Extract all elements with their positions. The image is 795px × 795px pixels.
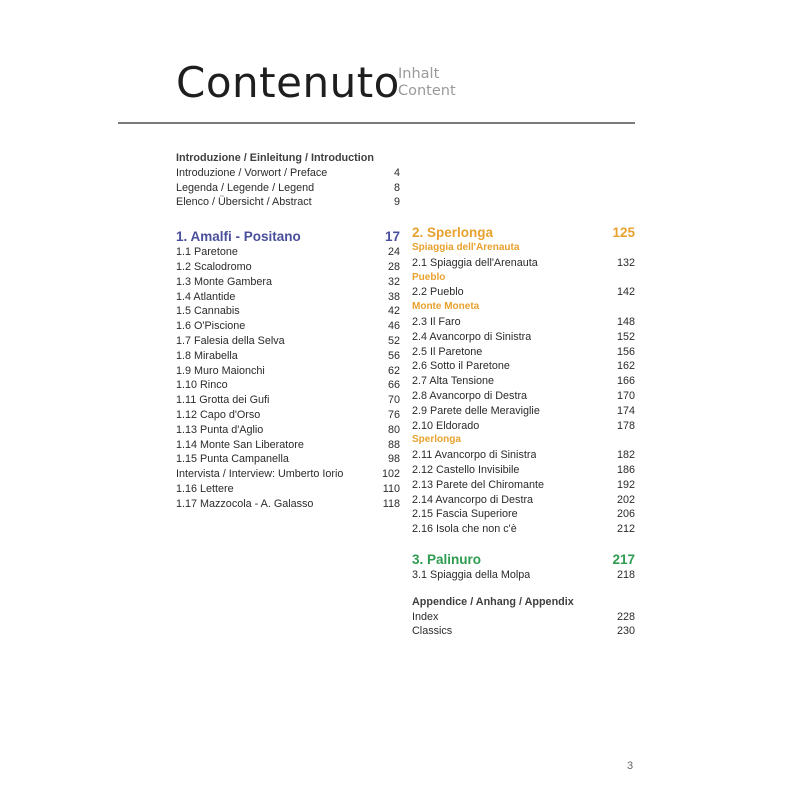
toc-left-column xyxy=(176,151,400,512)
intro-list xyxy=(176,166,400,210)
toc-entry-page: 206 xyxy=(616,508,635,521)
toc-entry-page: 202 xyxy=(616,493,635,506)
toc-entry[interactable] xyxy=(176,467,400,482)
toc-entry[interactable] xyxy=(176,364,400,379)
toc-entry-page: 186 xyxy=(616,463,635,476)
toc-entry-label: Elenco / Übersicht / Abstract xyxy=(176,196,312,209)
toc-entry-page: 152 xyxy=(616,330,635,343)
toc-entry-label: Introduzione / Vorwort / Preface xyxy=(176,166,328,179)
toc-entry[interactable] xyxy=(176,438,400,453)
toc-entry-page: 230 xyxy=(616,625,635,638)
toc-entry-label: Intervista / Interview: Umberto Iorio xyxy=(176,468,344,481)
title-rule xyxy=(118,122,635,124)
toc-entry-page: 178 xyxy=(616,419,635,432)
toc-entry-page: 38 xyxy=(387,290,400,303)
toc-entry-label: 2.6 Sotto il Paretone xyxy=(412,360,510,373)
toc-entry-label: 2.11 Avancorpo di Sinistra xyxy=(412,449,537,462)
toc-entry[interactable] xyxy=(412,610,635,625)
toc-entry-label: 2.15 Fascia Superiore xyxy=(412,508,518,521)
toc-entry-label: 2.12 Castello Invisibile xyxy=(412,463,520,476)
toc-entry[interactable] xyxy=(412,463,635,478)
toc-entry-label: 2.2 Pueblo xyxy=(412,286,464,299)
toc-entry-page: 110 xyxy=(382,482,400,495)
toc-entry-label: 1.14 Monte San Liberatore xyxy=(176,438,304,451)
chapter-1-list xyxy=(176,245,400,511)
page-subtitle xyxy=(398,66,456,100)
toc-entry-page: 166 xyxy=(616,375,635,388)
toc-entry-label: 1.11 Grotta dei Gufi xyxy=(176,394,270,407)
page-title: Contenuto xyxy=(176,58,400,107)
chapter-1-heading[interactable] xyxy=(176,228,400,245)
toc-entry[interactable] xyxy=(412,493,635,508)
toc-entry[interactable] xyxy=(412,624,635,639)
toc-entry-page: 80 xyxy=(387,423,400,436)
toc-entry[interactable] xyxy=(176,275,400,290)
subtitle-german: Inhalt xyxy=(398,66,440,82)
toc-entry-label: 1.6 O'Piscione xyxy=(176,320,246,333)
chapter-1-page: 17 xyxy=(384,229,400,245)
toc-entry-page: 218 xyxy=(616,568,635,581)
toc-entry-label: 1.3 Monte Gambera xyxy=(176,275,273,288)
toc-entry-page: 212 xyxy=(616,523,635,536)
appendix-heading: Appendice / Anhang / Appendix xyxy=(412,595,574,608)
area-heading-sperlonga: Sperlonga xyxy=(412,434,461,446)
toc-entry[interactable] xyxy=(176,378,400,393)
toc-entry-page: 66 xyxy=(387,379,400,392)
toc-entry[interactable] xyxy=(176,393,400,408)
toc-entry-label: 2.3 Il Faro xyxy=(412,315,461,328)
toc-entry[interactable] xyxy=(412,568,635,583)
toc-entry[interactable] xyxy=(412,448,635,463)
toc-entry-page: 28 xyxy=(387,260,400,273)
toc-entry-label: 1.12 Capo d'Orso xyxy=(176,408,261,421)
intro-heading: Introduzione / Einleitung / Introduction xyxy=(176,152,374,164)
toc-entry-page: 162 xyxy=(616,360,635,373)
toc-entry[interactable] xyxy=(412,522,635,537)
chapter-3-title: 3. Palinuro xyxy=(412,551,482,567)
chapter-2-title: 2. Sperlonga xyxy=(412,225,494,240)
toc-entry[interactable] xyxy=(176,349,400,364)
toc-entry-page: 118 xyxy=(382,497,400,510)
chapter-2-heading[interactable] xyxy=(412,224,635,241)
toc-entry-page: 42 xyxy=(387,305,400,318)
toc-entry-page: 102 xyxy=(381,468,400,481)
toc-entry-page: 8 xyxy=(393,181,400,194)
toc-entry-page: 156 xyxy=(616,345,635,358)
toc-entry-page: 132 xyxy=(616,256,635,269)
toc-entry-label: 1.7 Falesia della Selva xyxy=(176,334,285,347)
area-heading-pueblo: Pueblo xyxy=(412,271,446,283)
toc-entry[interactable] xyxy=(176,319,400,334)
chapter-2-page: 125 xyxy=(612,225,635,240)
toc-entry-page: 70 xyxy=(387,394,400,407)
area-heading-monte-moneta: Monte Moneta xyxy=(412,301,480,313)
area-list-arenauta xyxy=(412,256,635,271)
toc-entry[interactable] xyxy=(412,389,635,404)
toc-entry-page: 32 xyxy=(387,275,400,288)
toc-entry-label: 1.10 Rinco xyxy=(176,379,228,392)
toc-entry-label: 1.15 Punta Campanella xyxy=(176,453,289,466)
toc-entry[interactable] xyxy=(412,315,635,330)
subtitle-english: Content xyxy=(398,83,456,99)
toc-entry-label: 2.7 Alta Tensione xyxy=(412,375,495,388)
toc-entry[interactable] xyxy=(412,507,635,522)
toc-entry-label: 2.9 Parete delle Meraviglie xyxy=(412,404,540,417)
toc-entry[interactable] xyxy=(412,359,635,374)
area-heading-arenauta: Spiaggia dell'Arenauta xyxy=(412,242,520,253)
toc-entry[interactable] xyxy=(176,497,400,512)
toc-entry[interactable] xyxy=(176,195,400,210)
toc-entry[interactable] xyxy=(176,260,400,275)
toc-entry[interactable] xyxy=(412,285,635,300)
toc-entry-label: 1.4 Atlantide xyxy=(176,290,236,303)
chapter-3-heading[interactable] xyxy=(412,551,635,568)
toc-entry[interactable] xyxy=(176,482,400,497)
toc-entry[interactable] xyxy=(176,245,400,260)
toc-entry-label: 1.13 Punta d'Aglio xyxy=(176,423,264,436)
toc-entry-page: 192 xyxy=(616,478,635,491)
toc-entry-page: 170 xyxy=(616,389,635,402)
toc-entry-label: 2.5 Il Paretone xyxy=(412,345,483,358)
toc-entry[interactable] xyxy=(412,478,635,493)
chapter-3-page: 217 xyxy=(612,551,635,567)
toc-entry-page: 4 xyxy=(393,166,400,179)
area-list-pueblo xyxy=(412,285,635,300)
toc-entry-label: Index xyxy=(412,610,439,623)
toc-entry-label: 2.16 Isola che non c'è xyxy=(412,523,517,536)
toc-entry-label: 1.16 Lettere xyxy=(176,482,234,495)
toc-entry[interactable] xyxy=(412,330,635,345)
toc-entry-page: 88 xyxy=(387,438,400,451)
chapter-1-title: 1. Amalfi - Positano xyxy=(176,229,301,245)
toc-entry[interactable] xyxy=(176,181,400,196)
toc-entry[interactable] xyxy=(412,404,635,419)
page-number: 3 xyxy=(627,760,634,772)
toc-entry-label: 2.14 Avancorpo di Destra xyxy=(412,493,534,506)
toc-entry-label: 1.9 Muro Maionchi xyxy=(176,364,265,377)
toc-entry-page: 46 xyxy=(387,320,400,333)
toc-entry-label: 2.13 Parete del Chiromante xyxy=(412,478,545,491)
toc-entry-label: 2.8 Avancorpo di Destra xyxy=(412,389,528,402)
toc-entry-label: Legenda / Legende / Legend xyxy=(176,181,315,194)
toc-entry-page: 62 xyxy=(387,364,400,377)
chapter-3-list xyxy=(412,568,635,583)
toc-entry-label: Classics xyxy=(412,625,453,638)
toc-entry-label: 1.5 Cannabis xyxy=(176,305,240,318)
toc-entry-page: 98 xyxy=(387,453,400,466)
toc-entry-page: 142 xyxy=(616,286,635,299)
toc-entry[interactable] xyxy=(176,452,400,467)
toc-entry[interactable] xyxy=(176,166,400,181)
toc-entry-label: 3.1 Spiaggia della Molpa xyxy=(412,568,531,581)
toc-entry[interactable] xyxy=(176,423,400,438)
toc-entry-page: 52 xyxy=(387,334,400,347)
toc-entry[interactable] xyxy=(176,290,400,305)
toc-entry-page: 9 xyxy=(393,196,400,209)
toc-entry-page: 148 xyxy=(616,315,635,328)
toc-right-column xyxy=(412,224,635,639)
area-list-monte-moneta xyxy=(412,315,635,433)
toc-entry-page: 24 xyxy=(387,246,400,259)
toc-entry[interactable] xyxy=(412,419,635,434)
toc-entry-label: 2.1 Spiaggia dell'Arenauta xyxy=(412,256,538,269)
toc-entry[interactable] xyxy=(176,408,400,423)
area-list-sperlonga xyxy=(412,448,635,537)
toc-entry-page: 56 xyxy=(387,349,400,362)
toc-entry-label: 2.4 Avancorpo di Sinistra xyxy=(412,330,532,343)
toc-entry-label: 2.10 Eldorado xyxy=(412,419,480,432)
toc-entry-page: 228 xyxy=(616,610,635,623)
toc-entry-page: 182 xyxy=(616,449,635,462)
toc-entry[interactable] xyxy=(412,374,635,389)
appendix-list xyxy=(412,610,635,640)
toc-entry-page: 174 xyxy=(616,404,635,417)
toc-entry[interactable] xyxy=(176,304,400,319)
toc-entry-label: 1.1 Paretone xyxy=(176,246,238,259)
toc-entry-page: 76 xyxy=(387,408,400,421)
toc-entry-label: 1.17 Mazzocola - A. Galasso xyxy=(176,497,314,510)
toc-entry-label: 1.2 Scalodromo xyxy=(176,260,252,273)
toc-entry[interactable] xyxy=(412,256,635,271)
toc-entry[interactable] xyxy=(412,345,635,360)
toc-entry[interactable] xyxy=(176,334,400,349)
toc-entry-label: 1.8 Mirabella xyxy=(176,349,238,362)
